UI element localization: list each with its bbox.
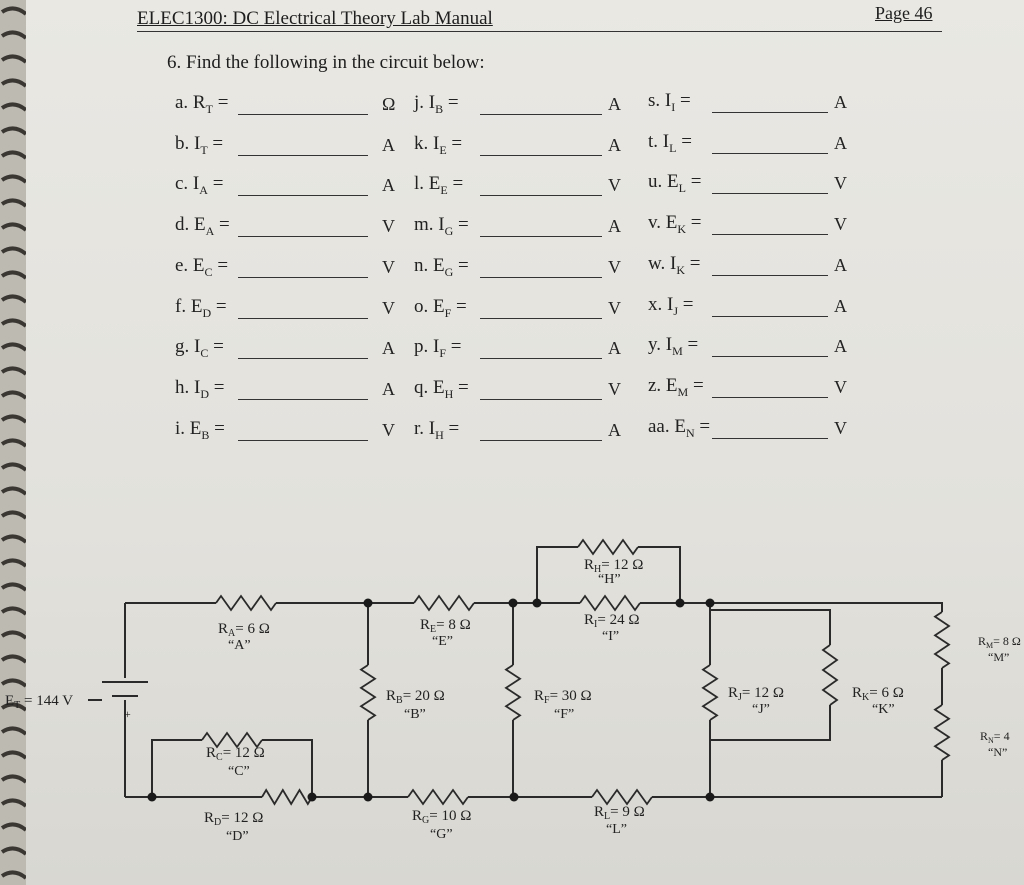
ra-tag: “A” — [228, 638, 251, 653]
resistor-rl — [592, 790, 652, 804]
source-label: $E_T = 144$ V — [5, 693, 74, 711]
answer-unit: A — [382, 378, 395, 399]
answer-label: i. $E_B$ = — [175, 417, 225, 442]
resistor-re — [414, 596, 474, 610]
answer-unit: A — [382, 175, 395, 196]
rj-tag: “J” — [752, 702, 770, 717]
answer-label: w. $I_K$ = — [648, 252, 701, 277]
answer-unit: A — [608, 419, 621, 440]
rd-tag: “D” — [226, 829, 249, 844]
answer-unit: A — [834, 92, 847, 112]
re-tag: “E” — [432, 634, 453, 649]
source-plus: + — [124, 707, 131, 721]
resistor-rm — [935, 612, 949, 668]
answer-label: b. $I_T$ = — [175, 132, 224, 157]
answer-label: q. $E_H$ = — [414, 376, 469, 401]
answer-unit: V — [834, 214, 847, 235]
resistor-rj — [703, 665, 717, 720]
answer-unit: V — [382, 256, 395, 277]
answer-label: l. $E_E$ = — [414, 173, 464, 198]
answer-label: p. $I_F$ = — [414, 336, 462, 360]
answer-label: d. $E_A$ = — [175, 214, 230, 238]
resistor-rb — [361, 665, 375, 720]
answer-label: a. $R_T$ = — [175, 92, 229, 116]
answer-label: y. $I_M$ = — [648, 334, 699, 358]
junction-node — [364, 599, 373, 608]
answer-unit: V — [608, 297, 621, 318]
answer-unit: V — [834, 376, 847, 397]
resistor-rd — [262, 790, 312, 804]
answer-unit: A — [834, 132, 847, 153]
answer-unit: V — [608, 256, 621, 277]
answer-label: r. $I_H$ = — [414, 417, 460, 442]
answer-unit: A — [608, 216, 621, 237]
answer-unit: V — [608, 378, 621, 399]
rh-tag: “H” — [598, 572, 621, 587]
page-number: Page 46 — [875, 3, 933, 23]
answer-unit: A — [608, 134, 621, 155]
resistor-rg — [408, 790, 468, 804]
rc-label: $R_C= 12$ Ω — [206, 745, 265, 763]
rc-tag: “C” — [228, 764, 250, 779]
junction-node — [533, 599, 542, 608]
junction-node — [148, 793, 157, 802]
rn-tag: “N” — [988, 745, 1008, 759]
re-label: $R_E= 8$ Ω — [420, 617, 471, 635]
junction-node — [706, 599, 715, 608]
rj-label: $R_J= 12$ Ω — [728, 685, 785, 703]
answer-label: g. $I_C$ = — [175, 336, 224, 360]
answer-unit: V — [834, 173, 847, 194]
rf-label: $R_F= 30$ Ω — [534, 688, 592, 706]
answer-unit: V — [382, 216, 395, 237]
rm-tag: “M” — [988, 650, 1010, 664]
ra-label: $R_A= 6$ Ω — [218, 621, 270, 639]
rn-label: $R_N= 4$ — [980, 729, 1010, 745]
rk-tag: “K” — [872, 702, 895, 717]
rk-label: $R_K= 6$ Ω — [852, 685, 904, 703]
answer-label: u. $E_L$ = — [648, 171, 702, 196]
answer-label: c. $I_A$ = — [175, 173, 224, 198]
answer-unit: A — [834, 336, 847, 357]
answer-unit: V — [608, 175, 621, 196]
answer-unit: A — [382, 134, 395, 155]
resistor-ra — [216, 596, 276, 610]
resistor-rn — [935, 705, 949, 760]
answer-label: t. $I_L$ = — [648, 130, 692, 155]
answer-unit: Ω — [382, 94, 396, 114]
answer-unit: A — [834, 254, 847, 275]
rg-label: $R_G= 10$ Ω — [412, 808, 472, 826]
junction-node — [706, 793, 715, 802]
answer-label: n. $E_G$ = — [414, 254, 469, 279]
answer-label: h. $I_D$ = — [175, 376, 225, 401]
answer-label: o. $E_F$ = — [414, 295, 467, 320]
resistor-ri — [580, 596, 640, 610]
answer-label: z. $E_M$ = — [648, 374, 704, 399]
answer-label: m. $I_G$ = — [414, 214, 469, 238]
rg-tag: “G” — [430, 827, 453, 842]
answer-unit: A — [382, 338, 395, 359]
answer-unit: V — [834, 417, 847, 438]
rb-label: $R_B= 20$ Ω — [386, 688, 445, 706]
answer-unit: V — [382, 297, 395, 318]
junction-node — [510, 793, 519, 802]
ri-tag: “I” — [602, 629, 620, 644]
answer-label: e. $E_C$ = — [175, 254, 229, 279]
rl-tag: “L” — [606, 822, 627, 837]
junction-node — [676, 599, 685, 608]
answer-label: aa. $E_N$ = — [648, 415, 711, 440]
answer-unit: A — [608, 338, 621, 359]
answer-label: v. $E_K$ = — [648, 212, 702, 236]
rm-label: $R_M= 8$ Ω — [978, 634, 1021, 650]
resistor-rf — [506, 665, 520, 720]
rb-tag: “B” — [404, 707, 426, 722]
answer-label: s. $I_I$ = — [648, 90, 691, 114]
resistor-rh — [578, 540, 638, 554]
ri-label: $R_I= 24$ Ω — [584, 612, 640, 630]
rf-tag: “F” — [554, 707, 575, 722]
answer-label: k. $I_E$ = — [414, 132, 463, 157]
question-text: 6. Find the following in the circuit below: — [167, 52, 485, 73]
answer-unit: A — [834, 295, 847, 316]
rd-label: $R_D= 12$ Ω — [204, 810, 264, 828]
junction-node — [364, 793, 373, 802]
junction-node — [509, 599, 518, 608]
manual-title: ELEC1300: DC Electrical Theory Lab Manual — [137, 8, 493, 29]
resistor-rk — [823, 645, 837, 705]
answer-unit: V — [382, 419, 395, 440]
answer-label: j. $I_B$ = — [414, 92, 459, 116]
junction-node — [308, 793, 317, 802]
answer-unit: A — [608, 94, 621, 114]
rl-label: $R_L= 9$ Ω — [594, 804, 645, 822]
rh-label: $R_H= 12$ Ω — [584, 557, 644, 575]
answer-label: f. $E_D$ = — [175, 295, 227, 320]
answer-label: x. $I_J$ = — [648, 293, 694, 318]
